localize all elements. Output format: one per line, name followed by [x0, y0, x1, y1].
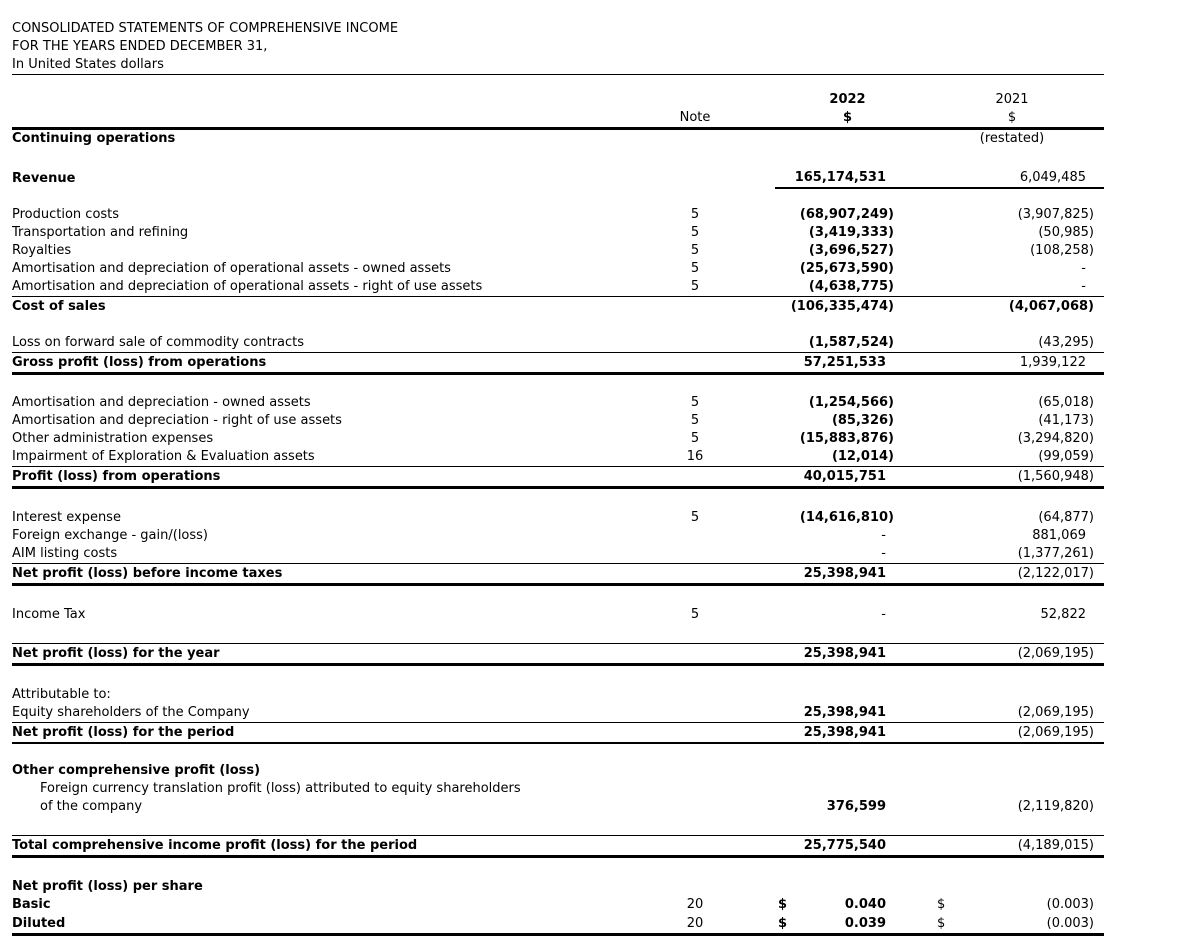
table-row — [12, 545, 1104, 564]
note-cell: 5 — [690, 607, 700, 622]
row-label: Amortisation and depreciation of operational assets - owned assets — [12, 261, 451, 276]
spacer-cell — [722, 762, 775, 780]
spacer-cell — [722, 644, 775, 665]
table-row — [12, 704, 1104, 723]
spacer-cell — [722, 545, 775, 564]
table-row — [12, 798, 1104, 816]
table-row — [12, 509, 1104, 527]
value-2021: (41,173) — [1038, 413, 1094, 428]
spacer-row — [12, 857, 1104, 879]
value-2021: 52,822 — [1040, 607, 1086, 622]
currency-symbol-2021: $ — [920, 109, 1104, 129]
value-2021: (2,069,195) — [920, 644, 1104, 665]
value-2022 — [775, 914, 920, 935]
table-row — [12, 168, 1104, 188]
note-cell — [668, 723, 722, 744]
value-2022: 25,398,941 — [775, 564, 920, 585]
spacer-cell — [722, 394, 775, 412]
value-2021: - — [1081, 261, 1086, 276]
note-cell: 20 — [668, 914, 722, 935]
row-label: Continuing operations — [12, 131, 176, 146]
value-2022 — [775, 896, 920, 914]
spacer-cell — [722, 297, 775, 317]
row-label: Revenue — [12, 171, 76, 186]
value-2021 — [920, 686, 1104, 704]
value-2021: 6,049,485 — [920, 168, 1104, 188]
table-row — [12, 878, 1104, 896]
spacer-cell — [722, 878, 775, 896]
value-2022: (25,673,590) — [799, 261, 894, 276]
value-2022 — [775, 686, 920, 704]
note-cell — [668, 798, 722, 816]
dollar-sign: $ — [937, 916, 946, 931]
table-row — [12, 412, 1104, 430]
row-label: Income Tax — [12, 607, 86, 622]
value-2021: (50,985) — [1038, 225, 1094, 240]
per-share-value: 0.039 — [844, 916, 886, 931]
statement-title: CONSOLIDATED STATEMENTS OF COMPREHENSIVE INCOME — [12, 21, 399, 36]
column-header-row-note — [12, 109, 1104, 129]
note-cell: 5 — [690, 413, 700, 428]
value-2022: - — [881, 528, 886, 543]
spacer-cell — [722, 242, 775, 260]
value-2022: (15,883,876) — [799, 431, 894, 446]
spacer-cell — [722, 527, 775, 545]
row-label: Diluted — [12, 914, 668, 935]
note-cell: 5 — [690, 431, 700, 446]
note-cell — [668, 168, 722, 188]
table-row — [12, 260, 1104, 278]
note-cell — [668, 564, 722, 585]
row-label: Royalties — [12, 243, 72, 258]
per-share-value: 0.040 — [844, 897, 886, 912]
note-cell — [668, 527, 722, 545]
value-2021: (2,069,195) — [920, 723, 1104, 744]
note-cell: 5 — [668, 278, 722, 297]
table-row — [12, 430, 1104, 448]
currency-symbol-2022: $ — [775, 109, 920, 129]
note-cell: 5 — [690, 261, 700, 276]
spacer-cell — [722, 896, 775, 914]
spacer-cell — [722, 704, 775, 723]
value-2022: (3,419,333) — [808, 225, 894, 240]
row-label: Interest expense — [12, 510, 121, 525]
note-cell — [668, 780, 722, 798]
row-label: Basic — [12, 897, 51, 912]
spacer-row — [12, 624, 1104, 644]
note-cell: 5 — [690, 510, 700, 525]
spacer-cell — [722, 130, 775, 148]
note-cell — [668, 704, 722, 723]
table-row — [12, 914, 1104, 935]
table-row — [12, 467, 1104, 488]
table-row — [12, 527, 1104, 545]
table-row — [12, 564, 1104, 585]
column-header-note: Note — [668, 109, 722, 129]
row-label: Equity shareholders of the Company — [12, 704, 668, 723]
column-header-table — [12, 91, 1104, 130]
row-label: Amortisation and depreciation - owned assets — [12, 395, 311, 410]
value-2022: 165,174,531 — [775, 168, 920, 188]
spacer-cell — [722, 914, 775, 935]
value-2021: (4,189,015) — [920, 836, 1104, 857]
value-2022: - — [775, 545, 920, 564]
spacer-cell — [722, 168, 775, 188]
note-cell — [668, 467, 722, 488]
spacer-cell — [722, 109, 775, 129]
spacer-cell — [668, 91, 722, 109]
table-row — [12, 686, 1104, 704]
income-statement-table — [12, 130, 1104, 936]
spacer-cell — [722, 780, 775, 798]
dollar-sign: $ — [778, 897, 788, 912]
row-label: Production costs — [12, 207, 120, 222]
table-row — [12, 242, 1104, 260]
value-2021: (64,877) — [1038, 510, 1094, 525]
table-row — [12, 130, 1104, 148]
row-label: Net profit (loss) for the period — [12, 723, 668, 744]
row-label: Foreign exchange - gain/(loss) — [12, 528, 208, 543]
value-2021: (2,122,017) — [920, 564, 1104, 585]
row-label: Total comprehensive income profit (loss) for the period — [12, 836, 668, 857]
row-label: Impairment of Exploration & Evaluation assets — [12, 448, 668, 467]
value-2021 — [920, 780, 1104, 798]
spacer-cell — [722, 448, 775, 467]
note-cell — [668, 334, 722, 353]
note-cell: 5 — [690, 243, 700, 258]
statement-currency-note: In United States dollars — [12, 57, 164, 72]
value-2022: (3,696,527) — [808, 243, 894, 258]
spacer-cell — [722, 206, 775, 224]
row-label: Other administration expenses — [12, 431, 214, 446]
spacer-cell — [722, 606, 775, 624]
row-label: Foreign currency translation profit (loss) attributed to equity shareholders — [40, 781, 521, 796]
table-row — [12, 394, 1104, 412]
note-cell: 5 — [690, 207, 700, 222]
value-2022: - — [881, 607, 886, 622]
value-2022: (12,014) — [775, 448, 920, 467]
value-2022: (1,587,524) — [775, 334, 920, 353]
table-row — [12, 206, 1104, 224]
spacer-cell — [722, 467, 775, 488]
spacer-cell — [722, 353, 775, 374]
row-label: Net profit (loss) per share — [12, 879, 203, 894]
spacer-row — [12, 743, 1104, 762]
row-label: Amortisation and depreciation of operational assets - right of use assets — [12, 278, 668, 297]
value-2021: (65,018) — [1038, 395, 1094, 410]
note-cell: 20 — [686, 897, 704, 912]
spacer-cell — [722, 334, 775, 353]
value-2021 — [920, 914, 1104, 935]
value-2021 — [920, 762, 1104, 780]
note-cell — [668, 297, 722, 317]
table-row — [12, 606, 1104, 624]
value-2021: - — [920, 278, 1104, 297]
table-row — [12, 353, 1104, 374]
per-share-value: (0.003) — [1046, 897, 1094, 912]
spacer-cell — [722, 91, 775, 109]
table-row — [12, 896, 1104, 914]
value-2021: (99,059) — [920, 448, 1104, 467]
row-label: Loss on forward sale of commodity contracts — [12, 334, 668, 353]
table-row — [12, 334, 1104, 353]
value-2022: 25,398,941 — [775, 644, 920, 665]
table-row — [12, 448, 1104, 467]
dollar-sign: $ — [778, 916, 788, 931]
table-row — [12, 278, 1104, 297]
value-2022: 57,251,533 — [775, 353, 920, 374]
spacer-cell — [722, 564, 775, 585]
note-cell — [668, 545, 722, 564]
value-2021: 881,069 — [1032, 528, 1086, 543]
row-label: Cost of sales — [12, 299, 106, 314]
value-2022: (1,254,566) — [808, 395, 894, 410]
value-2021 — [920, 878, 1104, 896]
spacer-cell — [722, 224, 775, 242]
row-label: Other comprehensive profit (loss) — [12, 763, 261, 778]
value-2022: 25,398,941 — [775, 723, 920, 744]
spacer-cell — [722, 260, 775, 278]
spacer-row — [12, 816, 1104, 836]
value-2021: (3,294,820) — [1017, 431, 1094, 446]
table-row — [12, 836, 1104, 857]
value-2021: (1,377,261) — [920, 545, 1104, 564]
column-header-2021: 2021 — [995, 92, 1029, 107]
table-row — [12, 762, 1104, 780]
value-2022: 25,398,941 — [775, 704, 920, 723]
value-2021: 1,939,122 — [920, 353, 1104, 374]
row-label: Net profit (loss) for the year — [12, 644, 668, 665]
statement-subtitle: FOR THE YEARS ENDED DECEMBER 31, — [12, 39, 268, 54]
column-header-2022: 2022 — [829, 92, 866, 107]
spacer-cell — [722, 686, 775, 704]
spacer-row — [12, 665, 1104, 687]
spacer-row — [12, 188, 1104, 206]
spacer-row — [12, 374, 1104, 395]
restated-flag: (restated) — [979, 131, 1045, 146]
value-2021: (1,560,948) — [920, 467, 1104, 488]
row-label: Net profit (loss) before income taxes — [12, 564, 668, 585]
row-label: Attributable to: — [12, 687, 111, 702]
spacer-cell — [722, 430, 775, 448]
value-2022: (4,638,775) — [775, 278, 920, 297]
row-label: Transportation and refining — [12, 225, 189, 240]
spacer-cell — [722, 723, 775, 744]
row-label: Amortisation and depreciation - right of use assets — [12, 413, 342, 428]
value-2022: (14,616,810) — [799, 510, 894, 525]
value-2021: (43,295) — [920, 334, 1104, 353]
table-row — [12, 297, 1104, 317]
column-header-row-years — [12, 91, 1104, 109]
row-label: of the company — [40, 799, 143, 814]
value-2022: (106,335,474) — [790, 299, 894, 314]
spacer-cell — [12, 91, 668, 109]
note-cell — [668, 644, 722, 665]
table-row — [12, 723, 1104, 744]
spacer-cell — [722, 836, 775, 857]
spacer-cell — [722, 278, 775, 297]
spacer-row — [12, 316, 1104, 334]
note-cell — [668, 762, 722, 780]
note-cell — [668, 836, 722, 857]
value-2021: (4,067,068) — [1008, 299, 1094, 314]
value-2022 — [775, 130, 920, 148]
spacer-row — [12, 488, 1104, 510]
per-share-value: (0.003) — [1046, 916, 1094, 931]
dollar-sign: $ — [937, 897, 946, 912]
note-cell: 5 — [690, 225, 700, 240]
value-2021: (3,907,825) — [1017, 207, 1094, 222]
value-2022: (68,907,249) — [799, 207, 894, 222]
note-cell — [668, 878, 722, 896]
note-cell — [668, 353, 722, 374]
spacer-row — [12, 148, 1104, 168]
value-2022: 25,775,540 — [775, 836, 920, 857]
value-2022 — [775, 762, 920, 780]
value-2022: 376,599 — [826, 799, 886, 814]
value-2021: (108,258) — [1030, 243, 1094, 258]
table-row — [12, 780, 1104, 798]
note-cell — [668, 130, 722, 148]
spacer-cell — [722, 412, 775, 430]
table-row — [12, 224, 1104, 242]
spacer-cell — [722, 798, 775, 816]
note-cell: 5 — [690, 395, 700, 410]
spacer-row — [12, 585, 1104, 607]
note-cell — [668, 686, 722, 704]
value-2021 — [920, 896, 1104, 914]
row-label: Gross profit (loss) from operations — [12, 353, 668, 374]
statement-header — [12, 20, 1104, 75]
value-2022 — [775, 878, 920, 896]
value-2022: 40,015,751 — [775, 467, 920, 488]
row-label: Profit (loss) from operations — [12, 467, 668, 488]
row-label: AIM listing costs — [12, 545, 668, 564]
spacer-cell — [12, 109, 668, 129]
note-cell: 16 — [668, 448, 722, 467]
spacer-cell — [722, 509, 775, 527]
value-2022 — [775, 780, 920, 798]
value-2022: (85,326) — [831, 413, 894, 428]
table-row — [12, 644, 1104, 665]
value-2021: (2,119,820) — [1017, 799, 1094, 814]
value-2021: (2,069,195) — [920, 704, 1104, 723]
